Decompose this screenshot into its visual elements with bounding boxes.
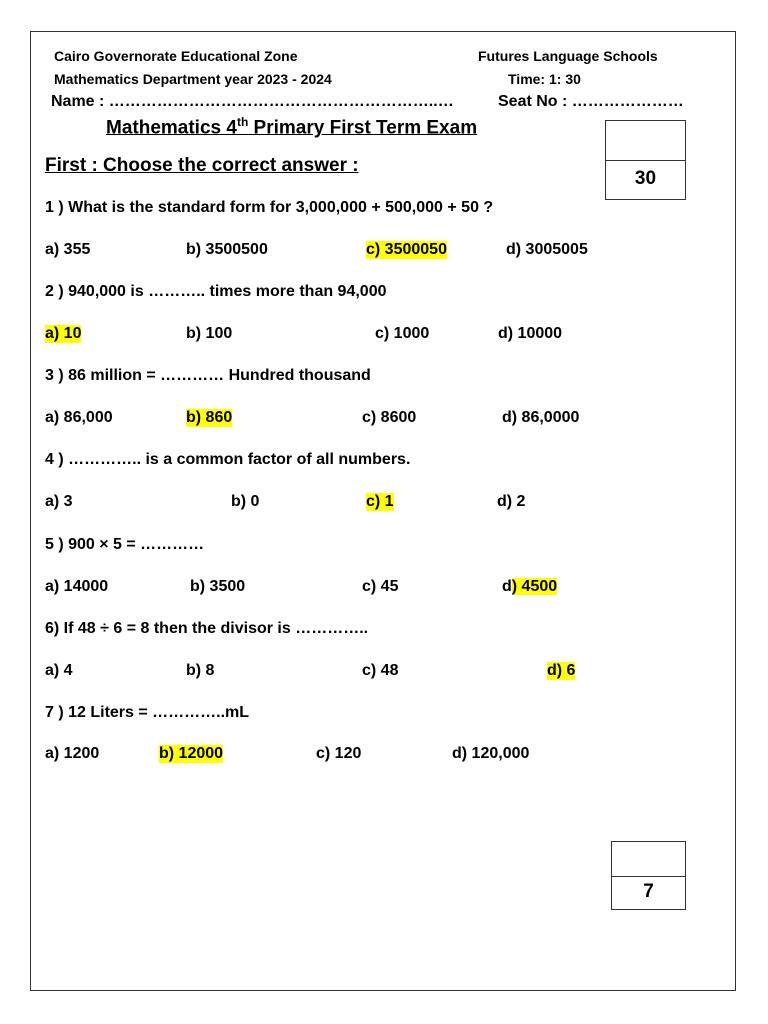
q6-option-c: c) 48: [362, 662, 399, 679]
q2-option-c: c) 1000: [375, 325, 430, 342]
question-5: 5 ) 900 × 5 = …………: [45, 536, 205, 553]
q3-option-c: c) 8600: [362, 409, 417, 426]
q1-option-d: d) 3005005: [506, 241, 588, 258]
q6-option-d-answer: d) 6: [547, 662, 576, 679]
q3-option-a: a) 86,000: [45, 409, 113, 426]
q5-option-a: a) 14000: [45, 578, 109, 595]
exam-title: Mathematics 4th Primary First Term Exam: [106, 115, 478, 139]
question-6: 6) If 48 ÷ 6 = 8 then the divisor is …………..: [45, 620, 369, 637]
total-mark-blank-cell: [606, 121, 685, 161]
q7-option-d: d) 120,000: [452, 745, 530, 762]
q7-option-a: a) 1200: [45, 745, 100, 762]
q2-option-b: b) 100: [186, 325, 233, 342]
q2-option-d: d) 10000: [498, 325, 563, 342]
q1-option-a: a) 355: [45, 241, 91, 258]
section-title: First : Choose the correct answer :: [45, 155, 359, 176]
q7-option-b-answer: b) 12000: [159, 745, 224, 762]
q7-option-c: c) 120: [316, 745, 362, 762]
seat-number-line: Seat No : …………………: [498, 93, 684, 110]
q6-option-a: a) 4: [45, 662, 73, 679]
name-field-line: Name : ……………………………………………………..…: [51, 93, 454, 110]
question-4: 4 ) ………….. is a common factor of all numbers.: [45, 451, 411, 468]
department-year: Mathematics Department year 2023 - 2024: [54, 71, 332, 87]
q5-option-d: [502, 578, 557, 596]
governorate-zone: Cairo Governorate Educational Zone: [54, 48, 298, 64]
school-name: Futures Language Schools: [478, 48, 658, 64]
section-score-blank-cell: [612, 842, 685, 877]
q4-option-c-answer: c) 1: [366, 493, 394, 510]
section-score-box: [611, 841, 686, 910]
total-mark-value: 30: [634, 168, 657, 189]
q3-option-b-answer: b) 860: [186, 409, 233, 426]
section-score-value: 7: [643, 881, 654, 902]
q5-option-c: c) 45: [362, 578, 399, 595]
q1-option-c-answer: c) 3500050: [366, 241, 447, 258]
q3-option-d: d) 86,0000: [502, 409, 580, 426]
q4-option-b: b) 0: [231, 493, 260, 510]
question-7: 7 ) 12 Liters = …………..mL: [45, 704, 250, 721]
question-1: 1 ) What is the standard form for 3,000,000 + 500,000 + 50 ?: [45, 199, 494, 216]
q4-option-d: d) 2: [497, 493, 526, 510]
q6-option-b: b) 8: [186, 662, 215, 679]
q5-option-d-letter: d: [502, 578, 512, 595]
q5-option-b: b) 3500: [190, 578, 246, 595]
exam-time: Time: 1: 30: [508, 71, 581, 87]
q1-option-b: b) 3500500: [186, 241, 268, 258]
total-mark-box: [605, 120, 686, 200]
q4-option-a: a) 3: [45, 493, 73, 510]
question-2: 2 ) 940,000 is ……….. times more than 94,000: [45, 283, 387, 300]
q2-option-a-answer: a) 10: [45, 325, 82, 342]
question-3: 3 ) 86 million = ………… Hundred thousand: [45, 367, 371, 384]
q5-option-d-answer: ) 4500: [511, 578, 558, 595]
